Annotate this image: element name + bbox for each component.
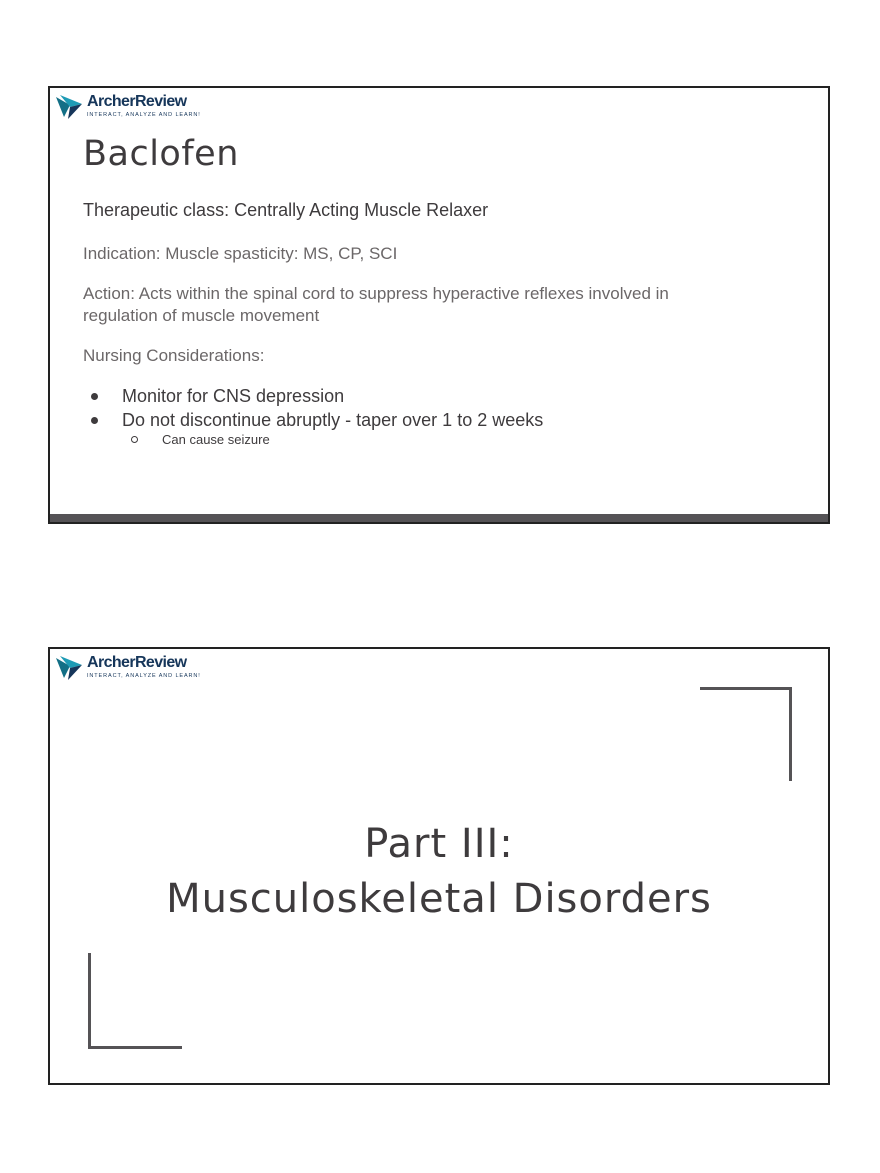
logo-brand-name: ArcherReview [87,654,187,671]
bullet-circle-icon [131,436,138,443]
therapeutic-class-text: Therapeutic class: Centrally Acting Muscle Relaxer [83,200,489,220]
logo-tagline: INTERACT, ANALYZE AND LEARN! [87,112,201,118]
logo-brand-name: ArcherReview [87,93,187,110]
action-text-line-2: regulation of muscle movement [83,306,320,325]
list-item [83,384,543,408]
slide-section-divider [48,647,830,1085]
corner-bracket-bottom-left [88,953,182,1049]
bullet-dot-icon [91,417,98,424]
corner-bracket-top-right [700,687,792,781]
list-item [122,432,270,448]
action-text-line-1: Action: Acts within the spinal cord to suppress hyperactive reflexes involved in [83,284,669,303]
bullet-text: Do not discontinue abruptly - taper over 1 to 2 weeks [122,410,544,430]
action-text [83,283,669,327]
section-title-line-2: Musculoskeletal Disorders [166,876,712,922]
sub-bullet-text: Can cause seizure [162,432,270,447]
archer-arrow-icon [56,95,84,119]
archer-arrow-icon [56,656,84,680]
bullet-dot-icon [91,393,98,400]
slide-baclofen [48,86,830,524]
indication-text: Indication: Muscle spasticity: MS, CP, SCI [83,244,398,263]
list-item [83,408,543,432]
nursing-bullet-list [83,384,543,432]
nursing-considerations-label: Nursing Considerations: [83,346,265,365]
slide-title: Baclofen [83,134,239,174]
archer-review-logo [56,93,216,121]
section-title [50,817,828,927]
nursing-sub-bullet-list [122,432,270,448]
bullet-text: Monitor for CNS depression [122,386,345,406]
logo-tagline: INTERACT, ANALYZE AND LEARN! [87,673,201,679]
archer-review-logo [56,654,216,682]
slide-footer-bar [50,514,828,522]
section-title-line-1: Part III: [364,821,514,867]
